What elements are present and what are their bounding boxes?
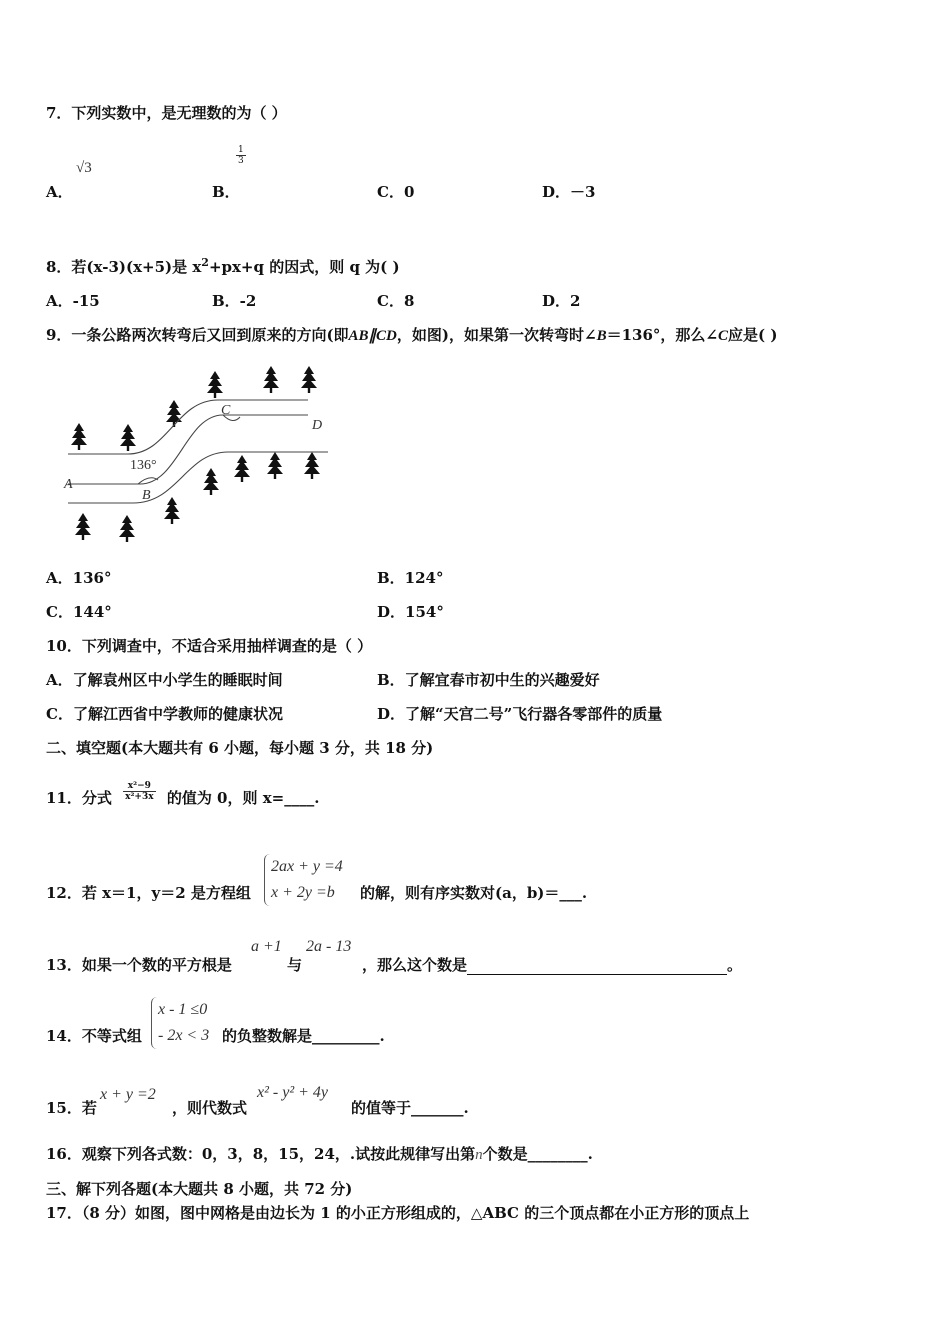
q9-option-d: D．154° <box>377 603 444 621</box>
q15-expr-1: x + y =2 <box>100 1086 156 1103</box>
road-outer-bottom <box>68 452 328 503</box>
tree-icon <box>164 497 180 524</box>
tree-icon <box>119 515 135 542</box>
q7-option-a-label: A． <box>46 183 73 201</box>
q13-mid: 与 <box>287 956 303 974</box>
q7-option-b-label: B． <box>212 183 240 201</box>
q8-option-d: D．2 <box>542 292 581 310</box>
section-3-heading: 三、解下列各题(本大题共 8 小题，共 72 分) <box>46 1180 353 1198</box>
tree-icon <box>207 371 223 398</box>
q10-option-a: A．了解袁州区中小学生的睡眠时间 <box>46 671 283 689</box>
q12-pre: 12．若 x＝1，y＝2 是方程组 <box>46 884 251 902</box>
q17-stem: 17．（8 分）如图，图中网格是由边长为 1 的小正方形组成的，△ABC 的三个顶点都在小正方形的顶点上 <box>46 1204 750 1222</box>
point-d-label: D <box>312 418 323 433</box>
q10-option-b: B．了解宜春市初中生的兴趣爱好 <box>377 671 600 689</box>
q7-option-a-expr: √3 <box>76 160 92 176</box>
q7-option-d: D．－3 <box>542 183 596 201</box>
q16: 16．观察下列各式数：0，3，8，15，24，.试按此规律写出第n个数是________. <box>46 1145 593 1163</box>
point-a-label: A <box>64 477 73 492</box>
section-2-heading: 二、填空题(本大题共有 6 小题，每小题 3 分，共 18 分) <box>46 739 434 757</box>
q8-option-a: A．-15 <box>46 292 100 310</box>
point-c-label: C <box>221 403 231 418</box>
q15-mid: ，则代数式 <box>172 1099 248 1117</box>
q9-option-b: B．124° <box>377 569 444 587</box>
point-b-label: B <box>142 488 151 503</box>
q12-post: 的解，则有序实数对(a，b)＝___. <box>360 884 588 902</box>
q13-post: ，那么这个数是 。 <box>362 956 743 974</box>
road-outer-top <box>68 400 308 454</box>
q10-option-c: C．了解江西省中学教师的健康状况 <box>46 705 283 723</box>
tree-icon <box>301 366 317 393</box>
tree-icon <box>234 455 250 482</box>
tree-icon <box>304 452 320 479</box>
angle-label: 136° <box>130 458 157 473</box>
tree-icon <box>75 513 91 540</box>
q15-post: 的值等于_______. <box>351 1099 469 1117</box>
q15-expr-2: x² - y² + 4y <box>257 1084 329 1101</box>
q14-system: x - 1 ≤0 - 2x < 3 <box>151 997 209 1049</box>
q11: 11．分式 $\frac{\text{x²−9}}{\text{x²+3x}}$ 的值为 0，则 x=____. <box>46 780 320 807</box>
tree-icon <box>71 423 87 450</box>
q12-system: 2ax + y =4 x + 2y =b <box>264 854 343 906</box>
q7-stem: 7．下列实数中，是无理数的为（ ） <box>46 104 287 122</box>
q7-option-b-fraction: $\frac{1}{3}$ <box>238 145 244 166</box>
q8-option-c: C．8 <box>377 292 415 310</box>
q15-pre: 15．若 <box>46 1099 97 1117</box>
q8-option-b: B．-2 <box>212 292 257 310</box>
q14-post: 的负整数解是_________. <box>222 1027 385 1045</box>
q11-fraction: $\frac{\text{x²−9}}{\text{x²+3x}}$ <box>125 780 154 802</box>
q7-option-c: C．0 <box>377 183 415 201</box>
tree-icon <box>120 424 136 451</box>
q14-pre: 14．不等式组 <box>46 1027 142 1045</box>
q8-stem: 8．若(x-3)(x+5)是 $x^2+px+q$ 的因式，则 q 为( ) <box>46 256 400 276</box>
q9-stem: 9．一条公路两次转弯后又回到原来的方向(即AB∥CD，如图)，如果第一次转弯时∠B＝136°，那么∠C应是( ) <box>46 326 778 344</box>
q13-expr-2: 2a - 13 <box>306 938 352 955</box>
q10-option-d: D．了解“天宫二号”飞行器各零部件的质量 <box>377 705 663 723</box>
tree-icon <box>166 400 182 427</box>
q13-pre: 13．如果一个数的平方根是 <box>46 956 232 974</box>
q10-stem: 10．下列调查中，不适合采用抽样调查的是（ ） <box>46 637 373 655</box>
q13-answer-blank[interactable] <box>467 956 727 975</box>
road-figure <box>58 362 338 548</box>
q9-option-c: C．144° <box>46 603 112 621</box>
tree-icon <box>263 366 279 393</box>
tree-icon <box>203 468 219 495</box>
tree-icon <box>267 452 283 479</box>
q9-option-a: A．136° <box>46 569 112 587</box>
q13-expr-1: a +1 <box>251 938 282 955</box>
